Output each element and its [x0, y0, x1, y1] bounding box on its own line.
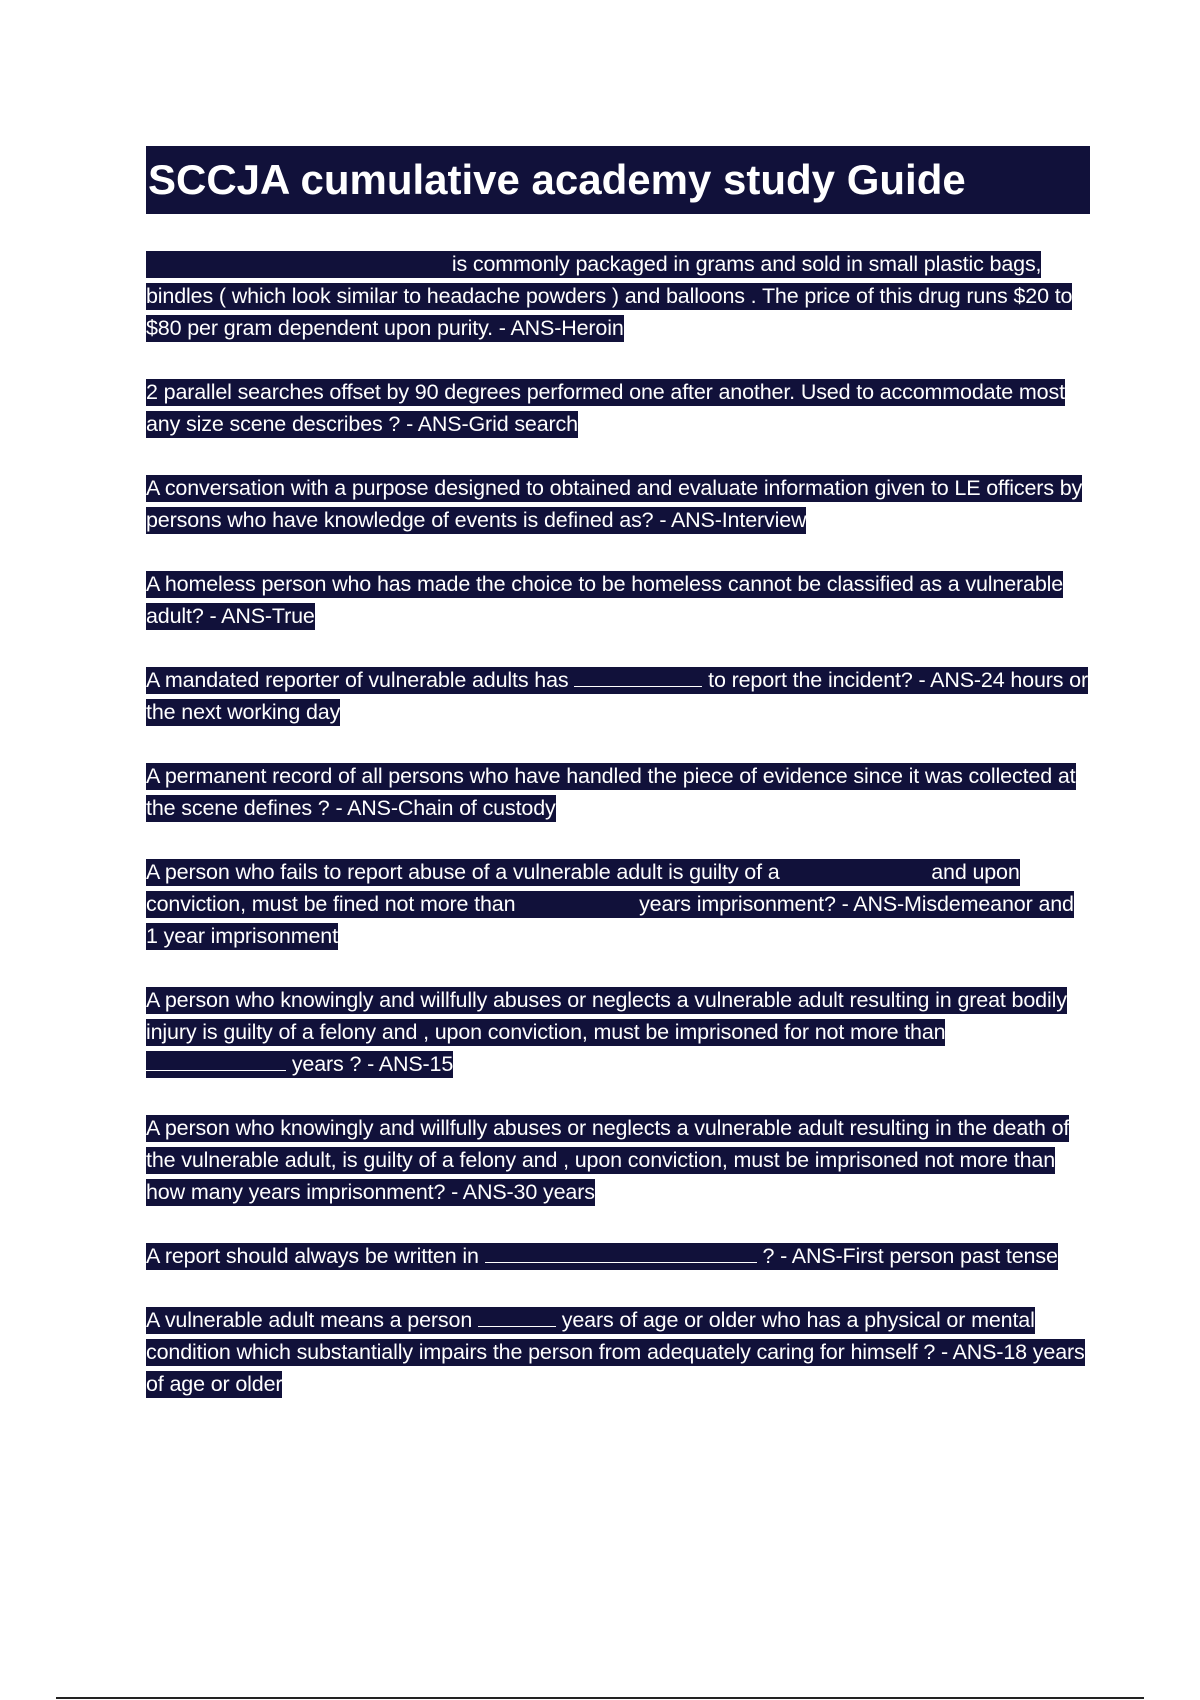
answer-text: - ANS-18 years of age or older	[146, 1340, 1085, 1396]
footer-divider	[56, 1697, 1144, 1699]
question-text: to report the incident?	[702, 668, 913, 692]
fill-in-blank	[485, 1242, 757, 1263]
question-text: years imprisonment?	[633, 892, 836, 916]
answer-text: - ANS-30 years	[445, 1180, 595, 1204]
question-text: ?	[756, 1244, 775, 1268]
answer-text: - ANS-First person past tense	[774, 1244, 1058, 1268]
fill-in-blank	[146, 250, 446, 271]
answer-text: - ANS-24 hours or the next working day	[146, 668, 1089, 724]
question-text: A permanent record of all persons who have handled the piece of evidence since it was collected at the scene defines ?	[146, 764, 1076, 820]
answer-text: - ANS-15	[361, 1052, 454, 1076]
list-item	[146, 248, 1090, 344]
answer-text: - ANS-Misdemeanor and 1 year imprisonment	[146, 892, 1074, 948]
question-text: A person who knowingly and willfully abuses or neglects a vulnerable adult resulting in the death of the vulnerable adult, is guilty of a felony and , upon conviction, must be imprisoned not more than how many years imprisonment?	[146, 1116, 1070, 1204]
fill-in-blank	[478, 1306, 556, 1327]
question-text: A report should always be written in	[146, 1244, 485, 1268]
answer-text: - ANS-Grid search	[400, 412, 578, 436]
document-title: SCCJA cumulative academy study Guide	[146, 146, 1090, 214]
question-list	[146, 248, 1090, 1400]
list-item	[146, 664, 1090, 728]
answer-text: - ANS-Chain of custody	[329, 796, 556, 820]
question-text: years of age or older who has a physical or mental condition which substantially impairs the person from adequately caring for himself ?	[146, 1308, 1035, 1364]
question-text: is commonly packaged in grams and sold in small plastic bags, bindles ( which look similar to headache powders ) and balloons . The price of this drug runs $20 to $80 per gram dependent upon purity.	[146, 252, 1073, 340]
question-text: A mandated reporter of vulnerable adults has	[146, 668, 575, 692]
list-item	[146, 568, 1090, 632]
list-item	[146, 856, 1090, 952]
question-text: A person who fails to report abuse of a vulnerable adult is guilty of a	[146, 860, 786, 884]
list-item	[146, 472, 1090, 536]
fill-in-blank	[574, 666, 702, 687]
list-item	[146, 760, 1090, 824]
question-text: A homeless person who has made the choice to be homeless cannot be classified as a vulnerable adult?	[146, 572, 1064, 628]
question-text: A person who knowingly and willfully abuses or neglects a vulnerable adult resulting in great bodily injury is guilty of a felony and , upon conviction, must be imprisoned for not more than	[146, 988, 1067, 1044]
question-text: 2 parallel searches offset by 90 degrees performed one after another. Used to accommodate most any size scene describes ?	[146, 380, 1065, 436]
document-page	[146, 146, 1090, 1432]
list-item	[146, 376, 1090, 440]
fill-in-blank	[146, 1050, 286, 1071]
list-item	[146, 1240, 1090, 1272]
list-item	[146, 1304, 1090, 1400]
question-text: and upon conviction, must be fined not more than	[146, 860, 1020, 916]
list-item	[146, 1112, 1090, 1208]
list-item	[146, 984, 1090, 1080]
fill-in-blank	[785, 858, 925, 879]
answer-text: - ANS-Interview	[653, 508, 807, 532]
fill-in-blank	[521, 890, 633, 911]
question-text: years ?	[286, 1052, 362, 1076]
answer-text: - ANS-Heroin	[492, 316, 624, 340]
question-text: A conversation with a purpose designed to obtained and evaluate information given to LE officers by persons who have knowledge of events is defined as?	[146, 476, 1083, 532]
question-text: A vulnerable adult means a person	[146, 1308, 478, 1332]
answer-text: - ANS-True	[203, 604, 315, 628]
